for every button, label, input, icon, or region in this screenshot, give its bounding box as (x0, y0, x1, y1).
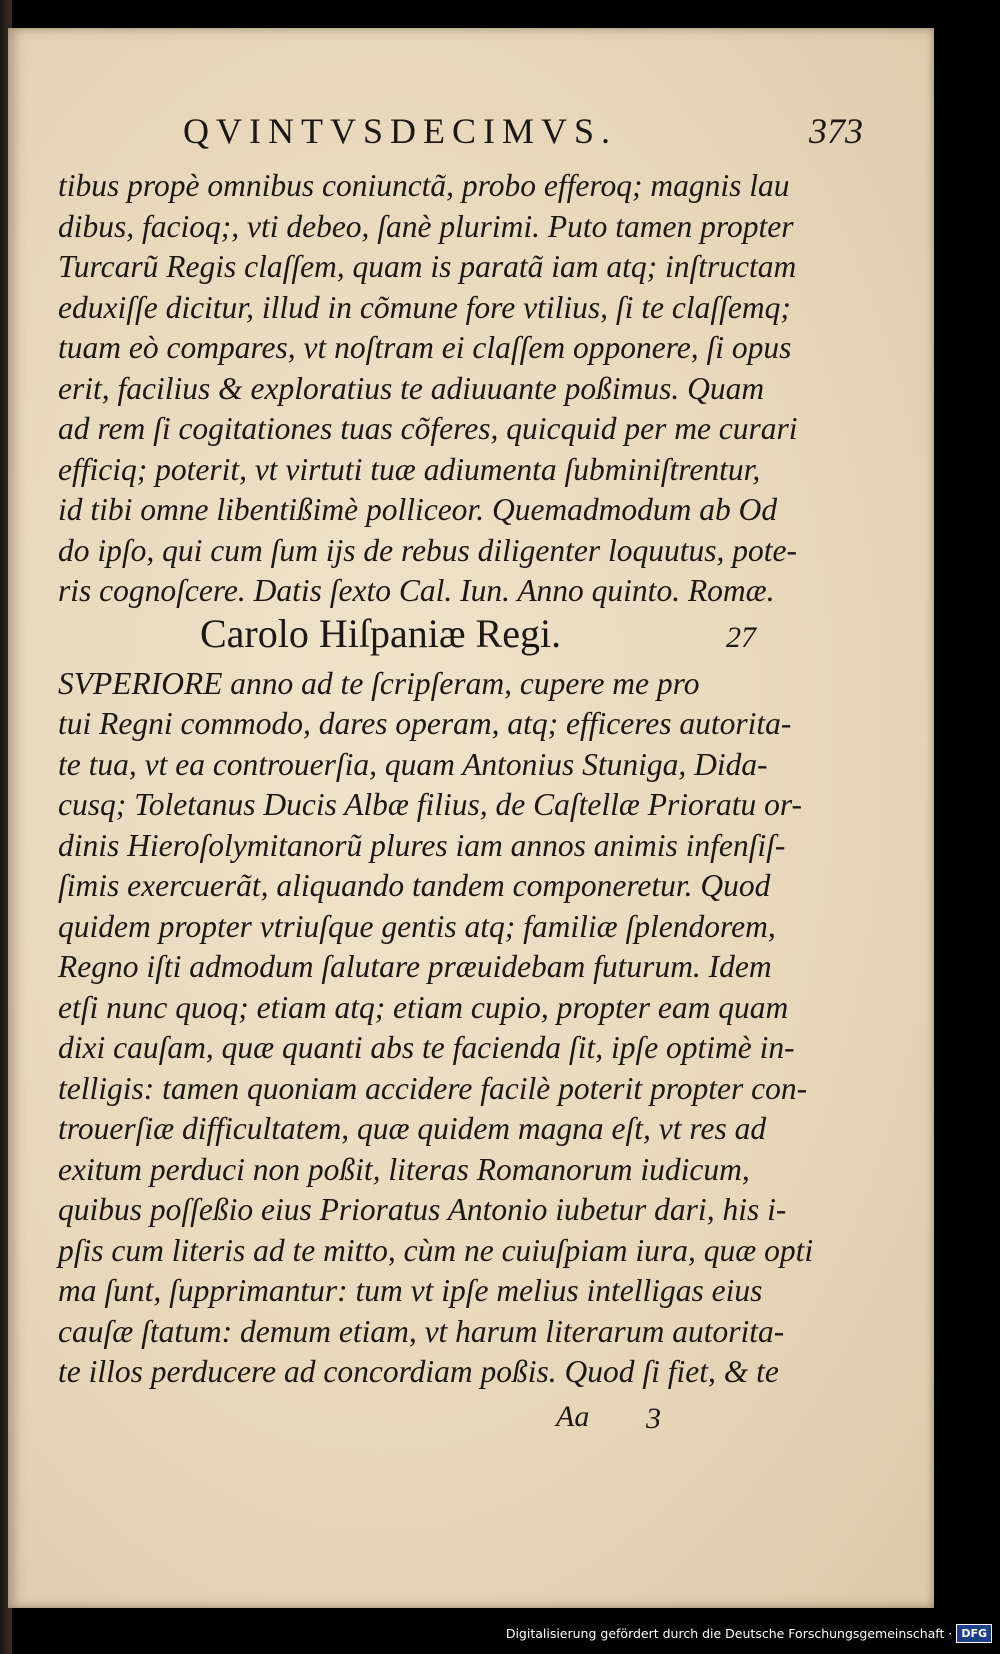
text-block (58, 166, 814, 1393)
signature-mark (556, 1400, 756, 1440)
text-line: dixi cauſam, quæ quanti abs te facienda ſit, ipſe optimè in- (58, 1030, 795, 1065)
text-line: dibus, facioq;, vti debeo, ſanè plurimi. Puto tamen propter (58, 208, 794, 244)
text-line: ris cognoſcere. Datis ſexto Cal. Iun. Anno quinto. Romæ. (58, 573, 775, 608)
text-line: efficiq; poterit, vt virtuti tuæ adiumenta ſubminiſtrentur, (58, 451, 761, 487)
text-line: ad rem ſi cogitationes tuas cõferes, quicquid per me curari (58, 411, 798, 446)
text-line: Turcarũ Regis claſſem, quam is paratã iam atq; inſtructam (58, 249, 797, 284)
page-number: 373 (809, 111, 863, 151)
text-line: te illos perducere ad concordiam poßis. Quod ſi fiet, & te (58, 1354, 779, 1389)
text-line: Regno iſti admodum ſalutare præuidebam futurum. Idem (58, 949, 772, 984)
text-line: dinis Hieroſolymitanorũ plures iam annos animis infenſiſ- (58, 827, 786, 863)
text-line: eduxiſſe dicitur, illud in cõmune fore vtilius, ſi te claſſemq; (58, 289, 791, 325)
running-head (183, 106, 863, 166)
text-line: etſi nunc quoq; etiam atq; etiam cupio, propter eam quam (58, 989, 789, 1025)
dfg-logo: DFG (956, 1624, 992, 1643)
signature-letters: Aa (556, 1400, 590, 1433)
text-line: trouerſiæ difficultatem, quæ quidem magna eſt, vt res ad (58, 1111, 767, 1146)
letter-heading (58, 612, 778, 664)
book-page (8, 28, 934, 1608)
text-line: tui Regni commodo, dares operam, atq; efficeres autorita- (58, 706, 792, 741)
text-line: erit, facilius & exploratius te adiuuante poßimus. Quam (58, 370, 765, 406)
text-line: telligis: tamen quoniam accidere facilè poterit propter con- (58, 1070, 808, 1106)
text-line: quibus poſſeßio eius Prioratus Antonio iubetur dari, his i- (58, 1192, 787, 1227)
text-line: te tua, vt ea controuerſia, quam Antonius Stuniga, Dida- (58, 746, 768, 782)
text-line: tibus propè omnibus coniunctã, probo efferoq; magnis lau (58, 168, 790, 203)
credit-text: Digitalisierung gefördert durch die Deutsche Forschungsgemeinschaft · (505, 1625, 953, 1641)
text-line: pſis cum literis ad te mitto, cùm ne cuiuſpiam iura, quæ opti (58, 1232, 814, 1268)
text-line: ma ſunt, ſupprimantur: tum vt ipſe melius intelligas eius (58, 1273, 763, 1308)
letter-recipient: Carolo Hiſpaniæ Regi. (200, 610, 562, 656)
running-title: QVINTVSDECIMVS. (183, 111, 618, 151)
text-line: quidem propter vtriuſque gentis atq; familiæ ſplendorem, (58, 908, 776, 944)
text-line: SVPERIORE anno ad te ſcripſeram, cupere me pro (58, 665, 700, 701)
text-line: ſimis exercuerãt, aliquando tandem componeretur. Quod (58, 868, 771, 903)
text-line: tuam eò compares, vt noſtram ei claſſem opponere, ſi opus (58, 330, 792, 365)
digitization-credit (506, 1622, 992, 1644)
signature-number: 3 (646, 1402, 661, 1435)
text-line: cusq; Toletanus Ducis Albæ filius, de Caſtellæ Prioratu or- (58, 787, 803, 822)
text-line: exitum perduci non poßit, literas Romanorum iudicum, (58, 1151, 750, 1187)
text-line: id tibi omne libentißimè polliceor. Quemadmodum ab Od (58, 492, 778, 527)
text-line: cauſæ ſtatum: demum etiam, vt harum literarum autorita- (58, 1313, 785, 1349)
text-line: do ipſo, qui cum ſum ijs de rebus diligenter loquutus, pote- (58, 532, 798, 568)
letter-number: 27 (726, 620, 756, 654)
